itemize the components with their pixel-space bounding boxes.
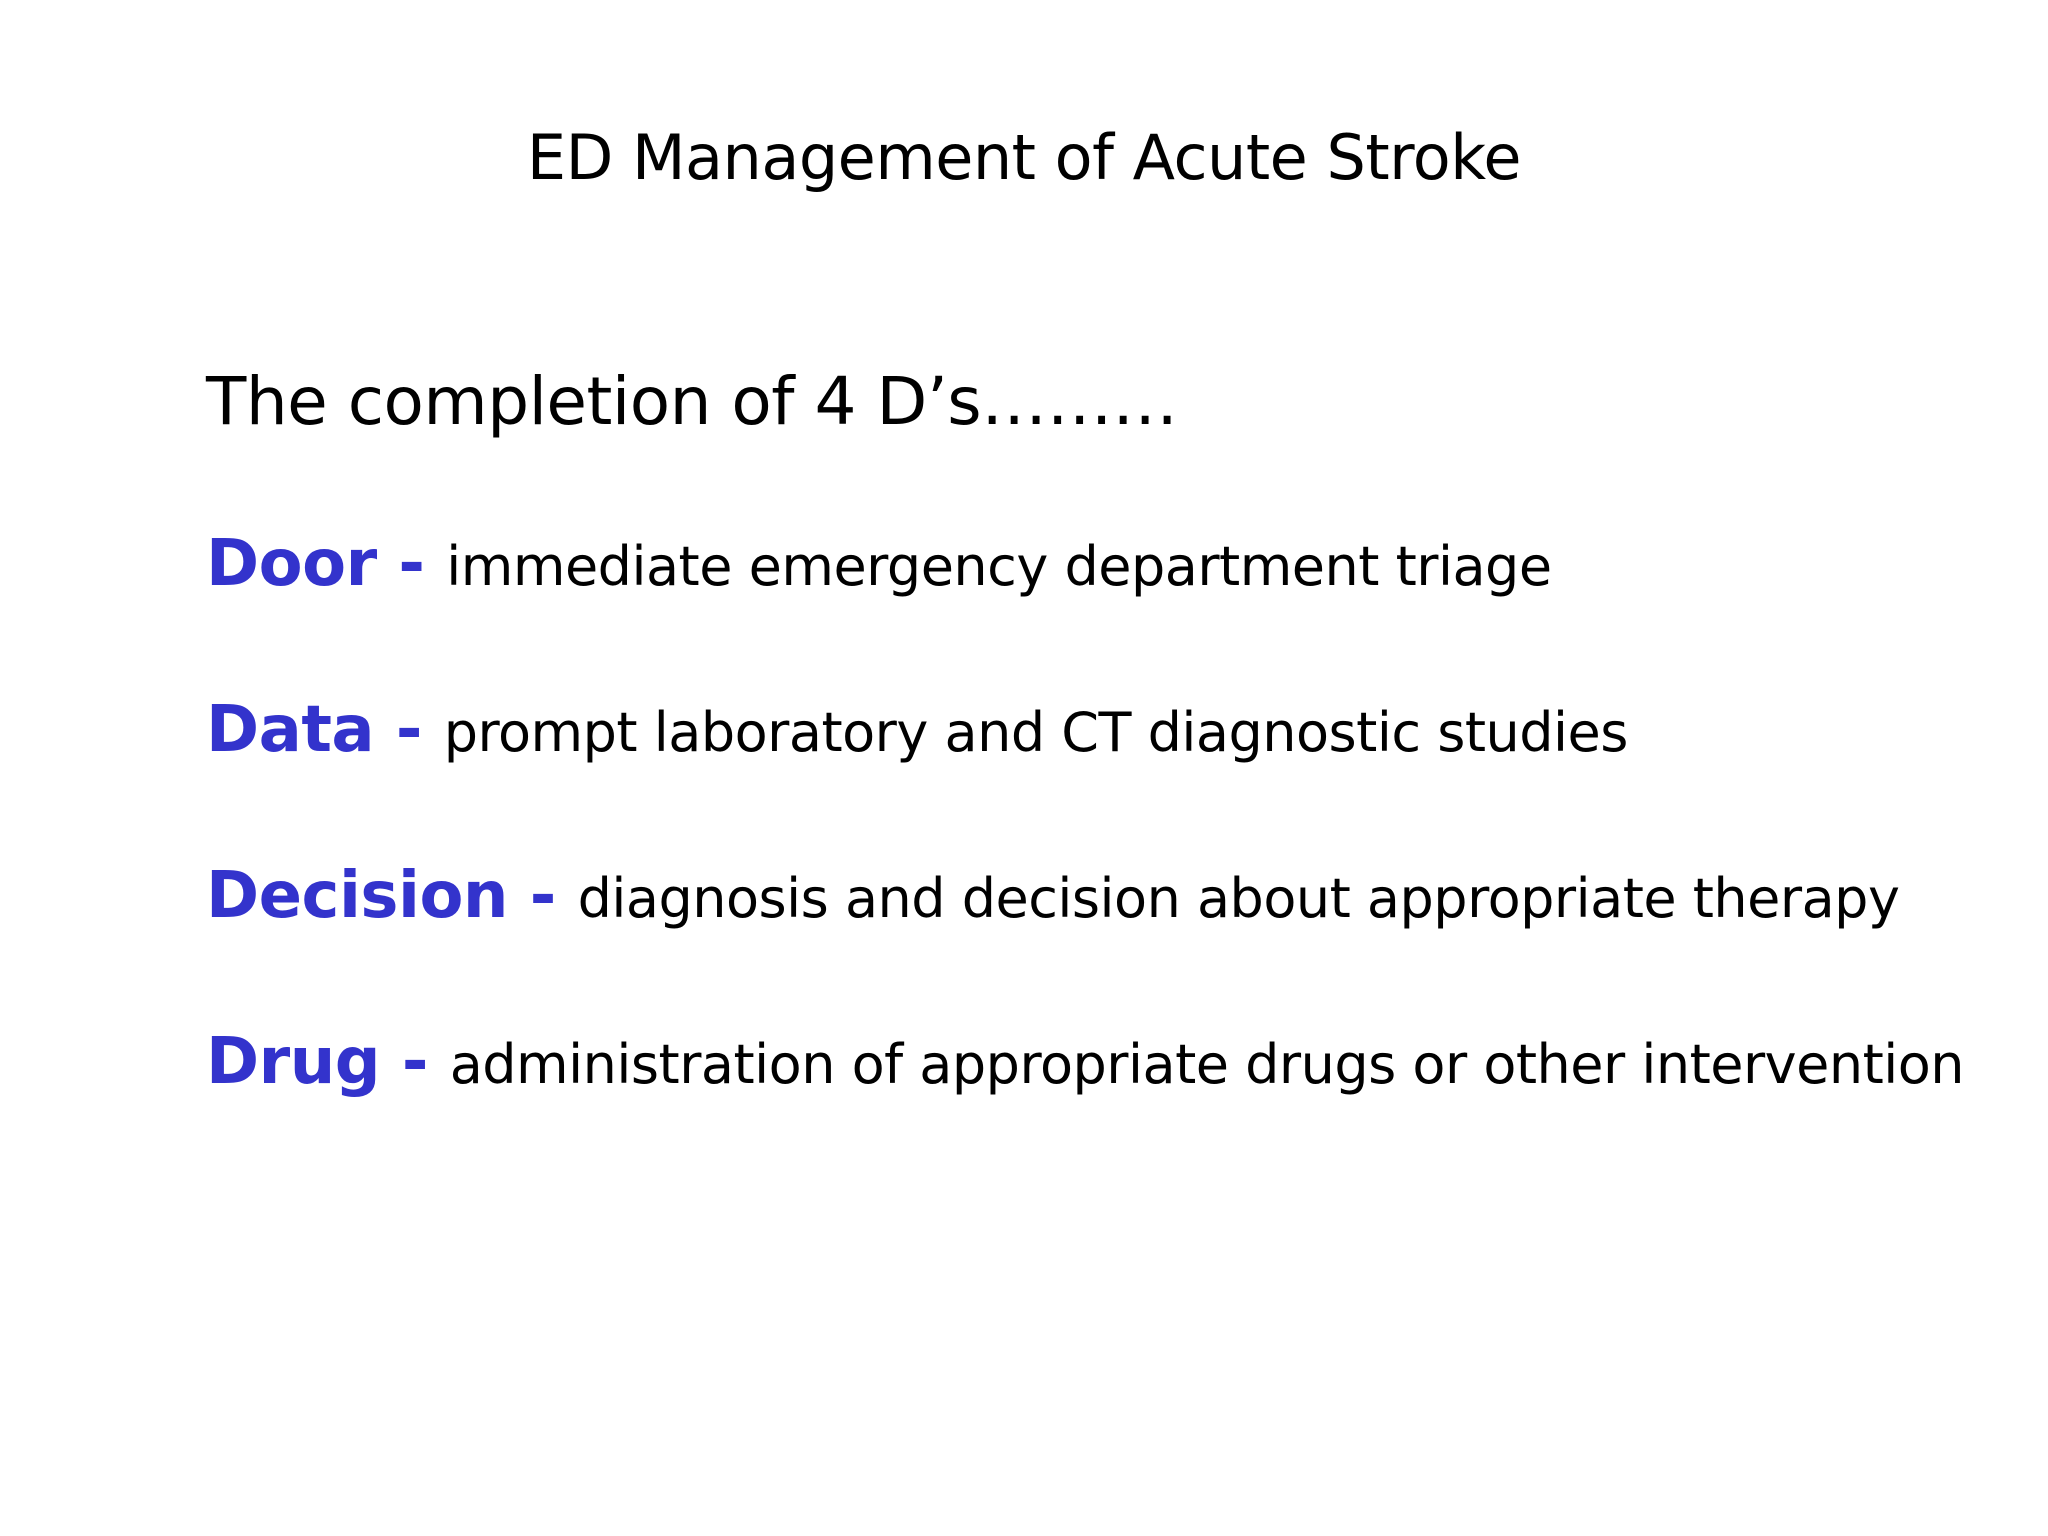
list-item-data [206, 688, 1628, 775]
item-separator: - [507, 859, 578, 933]
item-term: Decision [206, 859, 508, 933]
item-separator: - [374, 693, 444, 767]
item-description: administration of appropriate drugs or other intervention [449, 1033, 1965, 1096]
item-term: Drug [206, 1025, 381, 1099]
item-term: Door [206, 527, 377, 601]
item-separator: - [376, 527, 447, 601]
intro-text: The completion of 4 D’s……… [206, 363, 1178, 440]
item-separator: - [380, 1025, 450, 1099]
list-item-drug [206, 1020, 1964, 1107]
item-description: immediate emergency department triage [446, 535, 1552, 598]
list-item-door [206, 522, 1552, 609]
item-description: diagnosis and decision about appropriate therapy [577, 867, 1900, 930]
slide-title: ED Management of Acute Stroke [526, 121, 1522, 194]
item-term: Data [206, 693, 375, 767]
list-item-decision [206, 854, 1899, 941]
item-description: prompt laboratory and CT diagnostic studies [443, 701, 1628, 764]
